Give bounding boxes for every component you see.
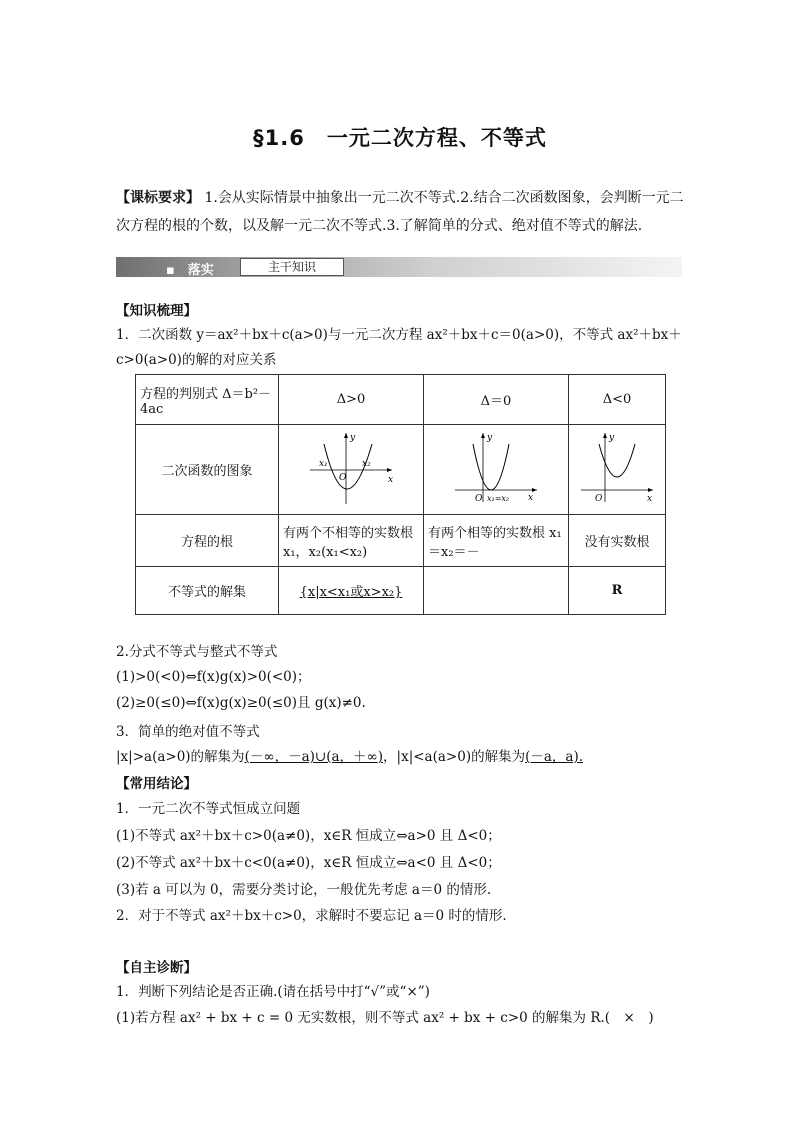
conclusions-sub3: (3)若 a 可以为 0，需要分类讨论，一般优先考虑 a＝0 的情形. [116, 882, 492, 898]
requirements-label: 【课标要求】 [116, 190, 200, 206]
graph3-y-label: y [609, 432, 615, 443]
graph-two-roots [279, 425, 424, 515]
table-header-positive: Δ>0 [279, 375, 424, 425]
graph2-x-label: x [528, 492, 534, 503]
knowledge-item1-line1: 1．二次函数 y＝ax²＋bx＋c(a>0)与一元二次方程 ax²＋bx＋c＝0(a>0)，不等式 ax²＋bx＋ [116, 327, 682, 343]
roots-negative: 没有实数根 [569, 515, 666, 567]
conclusions-item2: 2．对于不等式 ax²＋bx＋c>0，求解时不要忘记 a＝0 时的情形. [116, 908, 507, 924]
table-header-negative: Δ<0 [569, 375, 666, 425]
graph1-x-label: x [388, 474, 394, 485]
fractional-line1: (1)>0(<0)⇔f(x)g(x)>0(<0)； [116, 669, 311, 685]
solution-zero [424, 567, 569, 615]
absolute-line [116, 745, 583, 765]
solution-negative: R [569, 567, 666, 615]
graph3-x-label: x [647, 493, 653, 504]
graph2-x1x2-label: x₁=x₂ [487, 493, 510, 503]
graph1-x1-label: x₁ [319, 458, 328, 469]
table-header-discriminant: 方程的判别式 Δ＝b²－4ac [136, 375, 279, 425]
page-title: §1.6 一元二次方程、不等式 [253, 126, 547, 150]
table-row-graph-label: 二次函数的图象 [136, 425, 279, 515]
conclusions-item1: 1．一元二次不等式恒成立问题 [116, 801, 301, 817]
diagnosis-heading: 【自主诊断】 [116, 960, 197, 976]
knowledge-heading: 【知识梳理】 [116, 303, 197, 319]
graph1-x2-label: x₂ [362, 458, 371, 469]
graph1-origin-label: O [339, 472, 347, 483]
absolute-title: 3．简单的绝对值不等式 [116, 724, 260, 740]
graph3-origin-label: O [595, 493, 603, 504]
graph-no-root [569, 425, 666, 515]
table-header-zero: Δ＝0 [424, 375, 569, 425]
discriminant-table [135, 374, 666, 615]
knowledge-item1-line2: c>0(a>0)的解的对应关系 [116, 352, 277, 368]
parabola-no-root-graph [577, 430, 657, 510]
parabola-two-roots-graph [306, 430, 396, 510]
graph1-y-label: y [350, 432, 356, 443]
solution-positive: {x|x<x₁或x>x₂} [279, 567, 424, 615]
requirements-text: 1.会从实际情景中抽象出一元二次不等式.2.结合二次函数图象，会判断一元二次方程的根的个数，以及解一元二次不等式.3.了解简单的分式、绝对值不等式的解法. [116, 190, 684, 234]
absolute-answer1: (－∞，－a)∪(a，＋∞) [244, 749, 384, 765]
conclusions-heading: 【常用结论】 [116, 776, 197, 792]
section-band [116, 257, 682, 277]
absolute-answer2: (－a，a). [525, 749, 584, 765]
diagnosis-item1: 1．判断下列结论是否正确.(请在括号中打“√”或“×”) [116, 984, 430, 1000]
absolute-mid: ，|x|<a(a>0)的解集为 [383, 749, 526, 765]
roots-positive: 有两个不相等的实数根 x₁，x₂(x₁<x₂) [279, 515, 424, 567]
fractional-title: 2.分式不等式与整式不等式 [116, 644, 278, 660]
diagnosis-q1: (1)若方程 ax² + bx + c = 0 无实数根，则不等式 ax² + bx + c>0 的解集为 R.( × ) [116, 1010, 654, 1026]
table-row-roots-label: 方程的根 [136, 515, 279, 567]
roots-zero: 有两个相等的实数根 x₁＝x₂＝－ [424, 515, 569, 567]
conclusions-sub2: (2)不等式 ax²＋bx＋c<0(a≠0)，x∈R 恒成立⇔a<0 且 Δ<0； [116, 855, 501, 871]
graph2-y-label: y [487, 432, 493, 443]
band-left-label: ▪ 落实 [166, 263, 214, 278]
graph-double-root [424, 425, 569, 515]
conclusions-sub1: (1)不等式 ax²＋bx＋c>0(a≠0)，x∈R 恒成立⇔a>0 且 Δ<0； [116, 828, 501, 844]
band-right-label: 主干知识 [240, 258, 344, 276]
absolute-pre1: |x|>a(a>0)的解集为 [116, 749, 245, 765]
course-requirements [116, 184, 686, 240]
table-row-solution-label: 不等式的解集 [136, 567, 279, 615]
fractional-line2: (2)≥0(≤0)⇔f(x)g(x)≥0(≤0)且 g(x)≠0. [116, 695, 366, 711]
graph2-origin-label: O [475, 493, 483, 504]
parabola-double-root-graph [451, 430, 541, 510]
